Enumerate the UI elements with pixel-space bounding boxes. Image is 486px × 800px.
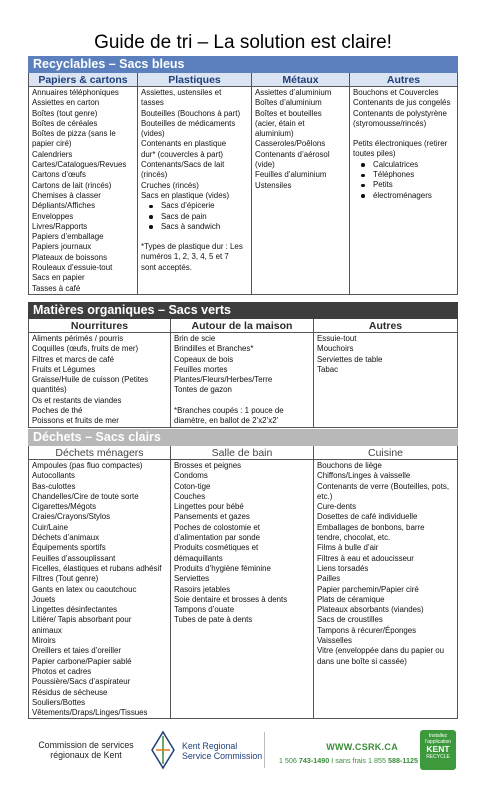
- recyc-col-papiers: [28, 73, 138, 294]
- list-item: Filtres et marcs de café: [32, 354, 115, 364]
- list-item: Contenants d’aérosol: [255, 149, 330, 159]
- list-item: Casseroles/Poêlons: [255, 139, 326, 149]
- list-item: Poches de thé: [32, 406, 83, 416]
- list-item: Cuir/Laine: [32, 522, 68, 532]
- list-item: Téléphones: [373, 170, 454, 180]
- list-item: Contenants de polystyrène: [353, 108, 447, 118]
- phone-main: 743-1490: [298, 756, 330, 765]
- list-item: Boîtes de céréales: [32, 118, 98, 128]
- list-item: Films à bulle d’air: [317, 543, 379, 553]
- sub-item-list: [141, 201, 248, 232]
- col-header: Plastiques: [138, 73, 251, 87]
- list-item: Cruches (rincés): [141, 180, 199, 190]
- list-item: Poussière/Sacs d’aspirateur: [32, 677, 131, 687]
- item-list: [255, 88, 346, 191]
- list-item: démaquillants: [174, 553, 223, 563]
- list-item: Filtres (Tout genre): [32, 574, 99, 584]
- note-line: *Branches coupés : 1 pouce de: [174, 405, 284, 415]
- item-list: [32, 88, 134, 294]
- note-line: *Types de plastique dur : Les: [141, 242, 243, 252]
- list-item: Boîtes (tout genre): [32, 108, 98, 118]
- list-item: Feuilles d’aluminium: [255, 170, 327, 180]
- list-item: Résidus de sécheuse: [32, 687, 108, 697]
- list-item: Bas-culottes: [32, 481, 76, 491]
- list-item: animaux: [32, 625, 62, 635]
- list-item: Bouchons et Couvercles: [353, 88, 439, 97]
- note-line: sont acceptés.: [141, 262, 192, 272]
- item-list: [353, 139, 454, 160]
- list-item: Vitre (enveloppée dans du papier ou: [317, 646, 445, 656]
- commission-logo-icon: [148, 730, 178, 770]
- list-item: dans une boîte si cassée): [317, 656, 407, 666]
- list-item: Papiers d’emballage: [32, 232, 104, 242]
- list-item: Poissons et fruits de mer: [32, 416, 119, 426]
- list-item: Calendriers: [32, 149, 73, 159]
- krsc-name: [182, 741, 262, 761]
- list-item: Fruits et Légumes: [32, 364, 96, 374]
- list-item: Tampons à récurer/Éponges: [317, 625, 417, 635]
- footer: [28, 728, 458, 772]
- csr-line1: Commission de services: [38, 740, 134, 750]
- list-item: (styromousse/rincés): [353, 118, 427, 128]
- list-item: Dosettes de café individuelle: [317, 512, 418, 522]
- dechets-heading: Déchets – Sacs clairs: [28, 429, 458, 446]
- item-list: [32, 461, 167, 718]
- list-item: Plantes/Fleurs/Herbes/Terre: [174, 375, 273, 385]
- list-item: Bouchons de liège: [317, 461, 382, 470]
- list-item: Ficelles, élastiques et rubans adhésif: [32, 563, 162, 573]
- list-item: Papiers journaux: [32, 242, 92, 252]
- csr-line2: régionaux de Kent: [50, 750, 122, 760]
- list-item: Annuaires téléphoniques: [32, 88, 119, 97]
- list-item: Jouets: [32, 594, 56, 604]
- organiques-section: [28, 302, 458, 428]
- phone-prefix: 1 506: [278, 756, 299, 765]
- list-item: Emballages de bonbons, barre: [317, 522, 425, 532]
- list-item: Produits cosmétiques et: [174, 543, 259, 553]
- krsc-line2: Service Commission: [182, 751, 263, 761]
- list-item: (vide): [255, 160, 275, 170]
- app-brand1: KENT: [426, 744, 450, 754]
- list-item: Chemises à classer: [32, 190, 101, 200]
- org-col-maison: [171, 319, 314, 427]
- col-header: Papiers & cartons: [29, 73, 137, 87]
- col-header: Cuisine: [314, 446, 457, 460]
- list-item: Cartons de lait (rincés): [32, 180, 112, 190]
- sub-item-list: [353, 160, 454, 201]
- list-item: (rincés): [141, 170, 168, 180]
- list-item: Plats de céramique: [317, 594, 385, 604]
- list-item: Dépliants/Affiches: [32, 201, 96, 211]
- app-brand2: RECYCLE: [426, 754, 450, 760]
- recyc-col-autres: [350, 73, 458, 294]
- list-item: Mouchoirs: [317, 344, 354, 354]
- dechets-grid: [28, 446, 458, 719]
- list-item: Petits: [373, 180, 454, 190]
- note: [141, 242, 248, 273]
- list-item: Cartes/Catalogues/Revues: [32, 160, 127, 170]
- list-item: aluminium): [255, 129, 294, 139]
- list-item: (acier, étain et: [255, 118, 305, 128]
- col-header: Nourritures: [29, 319, 170, 333]
- list-item: Contenants de verre (Bouteilles, pots,: [317, 481, 450, 491]
- dech-col-salle-de-bain: [171, 446, 314, 718]
- list-item: Miroirs: [32, 636, 56, 646]
- list-item: Serviettes: [174, 574, 210, 584]
- list-item: Sacs de croustilles: [317, 615, 383, 625]
- krsc-line1: Kent Regional: [182, 741, 238, 751]
- list-item: etc.): [317, 491, 333, 501]
- list-item: Papier parchemin/Papier ciré: [317, 584, 419, 594]
- list-item: électroménagers: [373, 191, 454, 201]
- col-header: Autres: [350, 73, 457, 87]
- list-item: Liens torsadés: [317, 563, 369, 573]
- col-header: Autour de la maison: [171, 319, 313, 333]
- footer-divider: [264, 732, 265, 768]
- list-item: Couches: [174, 491, 206, 501]
- recyc-col-metaux: [252, 73, 350, 294]
- list-item: papier ciré): [32, 139, 72, 149]
- list-item: Plateaux absorbants (viandes): [317, 605, 424, 615]
- list-item: Tampons d’ouate: [174, 605, 235, 615]
- list-item: Boîtes de pizza (sans le: [32, 129, 116, 139]
- list-item: Litière/ Tapis absorbant pour: [32, 615, 132, 625]
- list-item: Gants en latex ou caoutchouc: [32, 584, 137, 594]
- list-item: Autocollants: [32, 471, 75, 481]
- list-item: Rasoirs jetables: [174, 584, 231, 594]
- list-item: toutes piles): [353, 149, 396, 159]
- app-line2: l’application: [424, 739, 452, 745]
- website-link[interactable]: WWW.CSRK.CA: [326, 742, 398, 752]
- list-item: Graisse/Huile de cuisson (Petites: [32, 375, 149, 385]
- spacer: [353, 129, 454, 139]
- item-list: [141, 88, 248, 201]
- list-item: Boîtes d’aluminium: [255, 98, 322, 108]
- list-item: Contenants/Sacs de lait: [141, 160, 225, 170]
- list-item: Soie dentaire et brosses à dents: [174, 594, 288, 604]
- item-list: [317, 334, 454, 375]
- list-item: Aliments périmés / pourris: [32, 334, 124, 343]
- list-item: Équipements sportifs: [32, 543, 106, 553]
- list-item: Pansements et gazes: [174, 512, 250, 522]
- list-item: Livres/Rapports: [32, 221, 88, 231]
- phone-numbers: [279, 756, 418, 765]
- dech-col-cuisine: [314, 446, 458, 718]
- phone-free: 588-1125: [388, 756, 418, 765]
- list-item: Petits électroniques (retirer: [353, 139, 448, 149]
- list-item: Sacs de pain: [161, 212, 248, 222]
- list-item: Cigarettes/Mégots: [32, 502, 97, 512]
- list-item: Coquilles (œufs, fruits de mer): [32, 344, 139, 354]
- list-item: Calculatrices: [373, 160, 454, 170]
- list-item: Sacs en plastique (vides): [141, 190, 230, 200]
- list-item: Chiffons/Linges à vaisselle: [317, 471, 411, 481]
- csr-name: [30, 740, 142, 760]
- list-item: Craies/Crayons/Stylos: [32, 512, 111, 522]
- list-item: Sacs d’épicerie: [161, 201, 248, 211]
- list-item: Sacs en papier: [32, 273, 85, 283]
- list-item: Os et restants de viandes: [32, 395, 122, 405]
- org-col-nourritures: [28, 319, 171, 427]
- organiques-heading: Matières organiques – Sacs verts: [28, 302, 458, 319]
- col-header: Autres: [314, 319, 457, 333]
- list-item: (vides): [141, 129, 165, 139]
- list-item: Vêtements/Draps/Linges/Tissues: [32, 708, 148, 718]
- list-item: Assiettes d’aluminium: [255, 88, 332, 97]
- list-item: Bouteilles (Bouchons à part): [141, 108, 241, 118]
- list-item: Tubes de pate à dents: [174, 615, 253, 625]
- list-item: Oreillers et taies d’oreiller: [32, 646, 122, 656]
- list-item: Coton-tige: [174, 481, 211, 491]
- item-list: [353, 88, 454, 129]
- item-list: [32, 334, 167, 427]
- list-item: Essuie-tout: [317, 334, 357, 343]
- list-item: Feuilles mortes: [174, 364, 228, 374]
- list-item: Serviettes de table: [317, 354, 383, 364]
- list-item: Cartons d’œufs: [32, 170, 86, 180]
- list-item: Chandelles/Cire de toute sorte: [32, 491, 139, 501]
- item-list: [174, 461, 310, 626]
- list-item: d’alimentation par sonde: [174, 533, 260, 543]
- list-item: Brindilles et Branches*: [174, 344, 254, 354]
- item-list: [317, 461, 454, 667]
- recyclables-section: [28, 56, 458, 295]
- list-item: Contenants de jus congelés: [353, 98, 451, 108]
- list-item: Brin de scie: [174, 334, 216, 343]
- app-line1: Installez: [428, 733, 448, 739]
- list-item: quantités): [32, 385, 67, 395]
- recyclables-heading: Recyclables – Sacs bleus: [28, 56, 458, 73]
- list-item: Ampoules (pas fluo compactes): [32, 461, 143, 470]
- list-item: Souliers/Bottes: [32, 697, 86, 707]
- list-item: Rouleaux d’essuie-tout: [32, 263, 113, 273]
- list-item: Condoms: [174, 471, 208, 481]
- list-item: Feuilles d’assouplissant: [32, 553, 116, 563]
- page-title: Guide de tri – La solution est claire!: [94, 32, 392, 53]
- list-item: Lingettes désinfectantes: [32, 605, 118, 615]
- dechets-section: [28, 429, 458, 719]
- list-item: Vaisselles: [317, 636, 352, 646]
- list-item: Filtres à eau et adoucisseur: [317, 553, 414, 563]
- organiques-grid: [28, 319, 458, 428]
- list-item: Tontes de gazon: [174, 385, 232, 395]
- note-line: diamètre, en ballot de 2’x2’x2’: [174, 416, 279, 426]
- app-badge[interactable]: [420, 730, 456, 770]
- recyclables-grid: [28, 73, 458, 295]
- org-col-autres: [314, 319, 458, 427]
- list-item: Produits d’hygiène féminine: [174, 563, 271, 573]
- list-item: Assiettes, ustensiles et: [141, 88, 222, 97]
- list-item: Brosses et peignes: [174, 461, 242, 470]
- col-header: Salle de bain: [171, 446, 313, 460]
- list-item: Assiettes en carton: [32, 98, 100, 108]
- list-item: Enveloppes: [32, 211, 74, 221]
- list-item: Bouteilles de médicaments: [141, 118, 236, 128]
- list-item: Photos et cadres: [32, 666, 92, 676]
- list-item: dur* (couvercles à part): [141, 149, 224, 159]
- phone-mid: I sans frais 1 855: [329, 756, 389, 765]
- list-item: tendre, chocolat, etc.: [317, 533, 391, 543]
- col-header: Déchets ménagers: [29, 446, 170, 460]
- list-item: Plateaux de boissons: [32, 252, 108, 262]
- list-item: Ustensiles: [255, 180, 292, 190]
- list-item: Boîtes et bouteilles: [255, 108, 322, 118]
- note: [174, 406, 310, 427]
- list-item: Tasses à café: [32, 283, 81, 293]
- list-item: Copeaux de bois: [174, 354, 234, 364]
- dech-col-menagers: [28, 446, 171, 718]
- item-list: [174, 334, 310, 396]
- list-item: Lingettes pour bébé: [174, 502, 244, 512]
- list-item: Tabac: [317, 364, 339, 374]
- list-item: Papier carbone/Papier sablé: [32, 656, 132, 666]
- recyc-col-plastiques: [138, 73, 252, 294]
- list-item: Sacs à sandwich: [161, 222, 248, 232]
- list-item: Pailles: [317, 574, 341, 584]
- list-item: Cure-dents: [317, 502, 357, 512]
- list-item: Poches de colostomie et: [174, 522, 260, 532]
- list-item: Contenants en plastique: [141, 139, 227, 149]
- note-line: numéros 1, 2, 3, 4, 5 et 7: [141, 252, 229, 262]
- col-header: Métaux: [252, 73, 349, 87]
- list-item: Déchets d’animaux: [32, 533, 100, 543]
- list-item: tasses: [141, 98, 164, 108]
